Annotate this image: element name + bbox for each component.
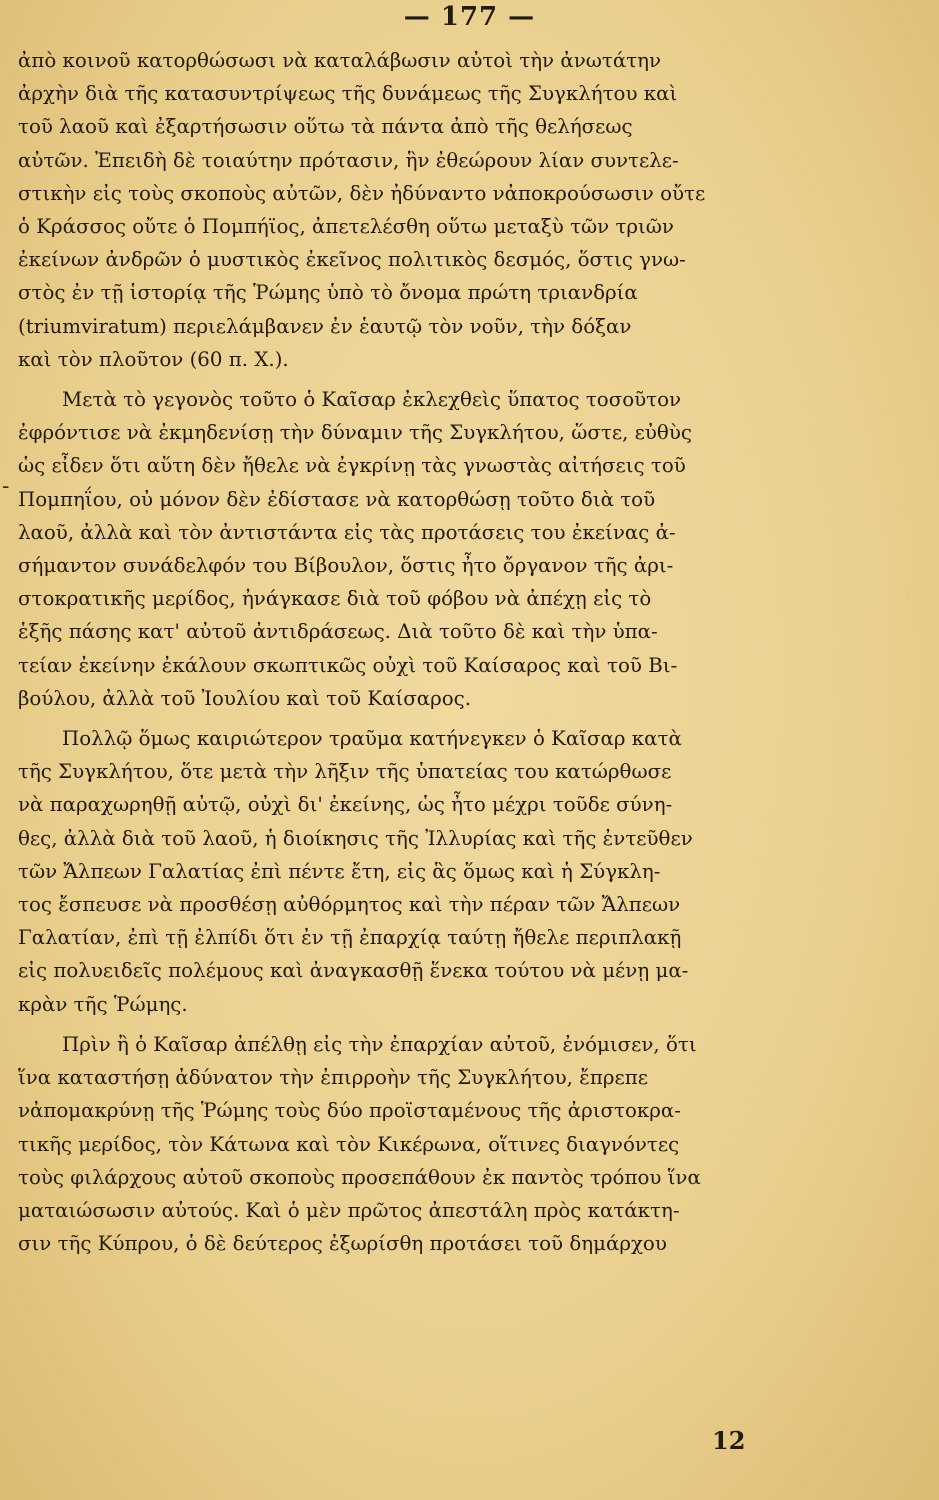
text-line: ἀπὸ κοινοῦ κατορθώσωσι νὰ καταλάβωσιν αὐτοὶ τὴν ἀνωτάτην: [18, 49, 662, 72]
text-line: αὐτῶν. Ἐπειδὴ δὲ τοιαύτην πρότασιν, ἣν ἐθεώρουν λίαν συντελε-: [18, 148, 679, 172]
paragraph: [18, 383, 838, 715]
text-line: θες, ἀλλὰ διὰ τοῦ λαοῦ, ἡ διοίκησις τῆς Ἰλλυρίας καὶ τῆς ἐντεῦθεν: [18, 826, 693, 850]
signature-mark: 12: [712, 1426, 746, 1455]
text-line: ὡς εἶδεν ὅτι αὕτη δὲν ἤθελε νὰ ἐγκρίνῃ τὰς γνωστὰς αἰτήσεις τοῦ: [18, 454, 686, 478]
paragraph: [18, 44, 838, 376]
text-line: Πομπηΐου, οὐ μόνον δὲν ἐδίστασε νὰ κατορθώσῃ τοῦτο διὰ τοῦ: [18, 487, 656, 511]
text-line: τείαν ἐκείνην ἐκάλουν σκωπτικῶς οὐχὶ τοῦ Καίσαρος καὶ τοῦ Βι-: [18, 653, 678, 677]
text-line: Μετὰ τὸ γεγονὸς τοῦτο ὁ Καῖσαρ ἐκλεχθεὶς ὕπατος τοσοῦτον: [62, 388, 682, 412]
text-line: στοκρατικῆς μερίδος, ἠνάγκασε διὰ τοῦ φόβου νὰ ἀπέχῃ εἰς τὸ: [18, 587, 652, 611]
text-line: ματαιώσωσιν αὐτούς. Καὶ ὁ μὲν πρῶτος ἀπεστάλη πρὸς κατάκτη-: [18, 1198, 680, 1222]
paragraph: [18, 722, 838, 1021]
text-line: ἑξῆς πάσης κατ' αὐτοῦ ἀντιδράσεως. Διὰ τοῦτο δὲ καὶ τὴν ὑπα-: [18, 620, 658, 644]
page-number: — 177 —: [403, 2, 536, 32]
text-line: σήμαντον συνάδελφόν του Βίβουλον, ὅστις ἦτο ὄργανον τῆς ἀρι-: [18, 554, 674, 578]
text-line: λαοῦ, ἀλλὰ καὶ τὸν ἀντιστάντα εἰς τὰς προτάσεις του ἐκείνας ἀ-: [18, 520, 676, 544]
text-line: στὸς ἐν τῇ ἱστορίᾳ τῆς Ῥώμης ὑπὸ τὸ ὄνομα πρώτη τριανδρία: [18, 281, 638, 305]
text-line: ὁ Κράσσος οὔτε ὁ Πομπήϊος, ἀπετελέσθη οὕτω μεταξὺ τῶν τριῶν: [18, 215, 674, 239]
text-line: εἰς πολυειδεῖς πολέμους καὶ ἀναγκασθῇ ἕνεκα τούτου νὰ μένῃ μα-: [18, 959, 689, 983]
text-line: νἀπομακρύνῃ τῆς Ῥώμης τοὺς δύο προϊσταμένους τῆς ἀριστοκρα-: [18, 1099, 681, 1123]
text-line: Πολλῷ ὅμως καιριώτερον τραῦμα κατήνεγκεν ὁ Καῖσαρ κατὰ: [62, 727, 682, 751]
text-line: στικὴν εἰς τοὺς σκοποὺς αὐτῶν, δὲν ἠδύναντο νἀποκρούσωσιν οὔτε: [18, 181, 706, 205]
paragraph: [18, 1028, 838, 1260]
text-line: ἐφρόντισε νὰ ἐκμηδενίσῃ τὴν δύναμιν τῆς Συγκλήτου, ὥστε, εὐθὺς: [18, 421, 692, 445]
text-line: τῆς Συγκλήτου, ὅτε μετὰ τὴν λῆξιν τῆς ὑπατείας του κατώρθωσε: [18, 760, 672, 784]
text-line: ἵνα καταστήσῃ ἀδύνατον τὴν ἐπιρροὴν τῆς Συγκλήτου, ἔπρεπε: [18, 1066, 648, 1090]
text-line: σιν τῆς Κύπρου, ὁ δὲ δεύτερος ἐξωρίσθη προτάσει τοῦ δημάρχου: [18, 1232, 667, 1256]
text-line: ἐκείνων ἀνδρῶν ὁ μυστικὸς ἐκεῖνος πολιτικὸς δεσμός, ὅστις γνω-: [18, 248, 686, 272]
text-line: τικῆς μερίδος, τὸν Κάτωνα καὶ τὸν Κικέρωνα, οἵτινες διαγνόντες: [18, 1132, 680, 1156]
text-line: νὰ παραχωρηθῇ αὐτῷ, οὐχὶ δι' ἐκείνης, ὡς ἦτο μέχρι τοῦδε σύνη-: [18, 793, 673, 817]
body-text: [18, 44, 838, 1260]
text-line: τος ἔσπευσε νὰ προσθέσῃ αὐθόρμητος καὶ τὴν πέραν τῶν Ἄλπεων: [18, 893, 681, 917]
text-line: τῶν Ἄλπεων Γαλατίας ἐπὶ πέντε ἔτη, εἰς ἃς ὅμως καὶ ἡ Σύγκλη-: [18, 859, 661, 883]
text-line: (triumviratum) περιελάμβανεν ἐν ἑαυτῷ τὸν νοῦν, τὴν δόξαν: [18, 314, 632, 338]
text-line: Πρὶν ἢ ὁ Καῖσαρ ἀπέλθῃ εἰς τὴν ἐπαρχίαν αὐτοῦ, ἐνόμισεν, ὅτι: [62, 1032, 697, 1056]
text-line: καὶ τὸν πλοῦτον (60 π. Χ.).: [18, 347, 289, 371]
text-line: βούλου, ἀλλὰ τοῦ Ἰουλίου καὶ τοῦ Καίσαρος.: [18, 686, 472, 710]
text-line: τοῦ λαοῦ καὶ ἐξαρτήσωσιν οὕτω τὰ πάντα ἀπὸ τῆς θελήσεως: [18, 115, 633, 139]
text-line: τοὺς φιλάρχους αὐτοῦ σκοποὺς προσεπάθουν ἐκ παντὸς τρόπου ἵνα: [18, 1165, 701, 1189]
text-line: ἀρχὴν διὰ τῆς κατασυντρίψεως τῆς δυνάμεως τῆς Συγκλήτου καὶ: [18, 82, 678, 106]
text-line: κρὰν τῆς Ῥώμης.: [18, 992, 188, 1016]
text-line: Γαλατίαν, ἐπὶ τῇ ἐλπίδι ὅτι ἐν τῇ ἐπαρχίᾳ ταύτῃ ἤθελε περιπλακῇ: [18, 926, 682, 950]
margin-mark: -: [2, 474, 10, 499]
